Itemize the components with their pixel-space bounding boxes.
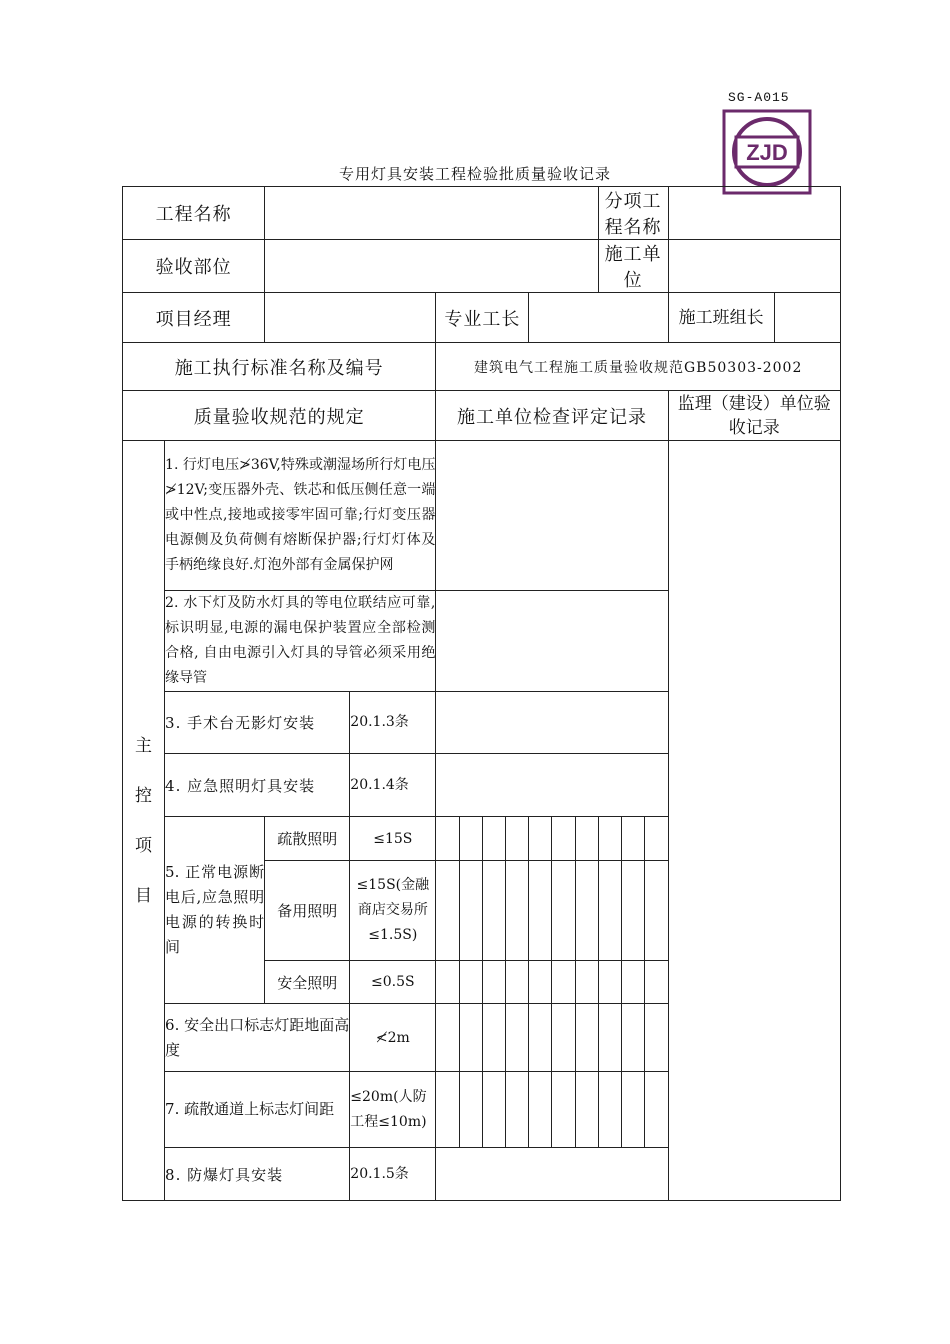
col-spec-header: 质量验收规范的规定 bbox=[123, 391, 436, 441]
check-cell[interactable] bbox=[621, 961, 644, 1004]
check-cell[interactable] bbox=[506, 817, 529, 861]
item-3-clause: 20.1.3条 bbox=[350, 692, 436, 754]
check-cell[interactable] bbox=[598, 1004, 621, 1072]
check-cell[interactable] bbox=[529, 961, 552, 1004]
check-cell[interactable] bbox=[529, 1004, 552, 1072]
col-supervision-header: 监理（建设）单位验收记录 bbox=[668, 391, 840, 441]
item-6-limit: ≮2m bbox=[350, 1004, 436, 1072]
team-leader-label: 施工班组长 bbox=[668, 293, 774, 343]
check-cell[interactable] bbox=[598, 861, 621, 961]
sub-project-field[interactable] bbox=[668, 187, 840, 240]
item-7-limit: ≤20m(人防工程≤10m) bbox=[350, 1072, 436, 1148]
construction-unit-field[interactable] bbox=[668, 240, 840, 293]
check-cell[interactable] bbox=[506, 861, 529, 961]
check-cell[interactable] bbox=[598, 961, 621, 1004]
check-cell[interactable] bbox=[644, 861, 668, 961]
item-5-sub-3-limit: ≤0.5S bbox=[350, 961, 436, 1004]
check-cell[interactable] bbox=[598, 817, 621, 861]
item-2-spec: 2. 水下灯及防水灯具的等电位联结应可靠,标识明显,电源的漏电保护装置应全部检测合格, 自由电源引入灯具的导管必须采用绝缘导管 bbox=[165, 591, 436, 692]
check-cell[interactable] bbox=[644, 961, 668, 1004]
check-cell[interactable] bbox=[575, 1072, 598, 1148]
item-5-sub-1-limit: ≤15S bbox=[350, 817, 436, 861]
item-3-check[interactable] bbox=[436, 692, 668, 754]
check-cell[interactable] bbox=[598, 1072, 621, 1148]
item-8-spec: 8. 防爆灯具安装 bbox=[165, 1148, 350, 1201]
check-cell[interactable] bbox=[529, 817, 552, 861]
check-cell[interactable] bbox=[483, 861, 506, 961]
standard-value: 建筑电气工程施工质量验收规范GB50303-2002 bbox=[436, 343, 841, 391]
check-cell[interactable] bbox=[621, 1004, 644, 1072]
construction-unit-label: 施工单位 bbox=[598, 240, 668, 293]
check-cell[interactable] bbox=[436, 961, 460, 1004]
item-5-sub-2-limit: ≤15S(金融商店交易所≤1.5S) bbox=[350, 861, 436, 961]
project-manager-label: 项目经理 bbox=[123, 293, 265, 343]
acceptance-part-label: 验收部位 bbox=[123, 240, 265, 293]
check-cell[interactable] bbox=[552, 861, 575, 961]
foreman-field[interactable] bbox=[529, 293, 668, 343]
check-cell[interactable] bbox=[436, 861, 460, 961]
check-cell[interactable] bbox=[575, 961, 598, 1004]
check-cell[interactable] bbox=[483, 817, 506, 861]
item-8-check[interactable] bbox=[436, 1148, 668, 1201]
form-code: SG-A015 bbox=[728, 90, 790, 105]
item-3-spec: 3. 手术台无影灯安装 bbox=[165, 692, 350, 754]
check-cell[interactable] bbox=[552, 1072, 575, 1148]
sub-project-label: 分项工程名称 bbox=[598, 187, 668, 240]
acceptance-form-table bbox=[122, 186, 841, 1201]
check-cell[interactable] bbox=[506, 1072, 529, 1148]
check-cell[interactable] bbox=[621, 861, 644, 961]
check-cell[interactable] bbox=[552, 961, 575, 1004]
project-name-label: 工程名称 bbox=[123, 187, 265, 240]
check-cell[interactable] bbox=[460, 1004, 483, 1072]
standard-label: 施工执行标准名称及编号 bbox=[123, 343, 436, 391]
item-5-sub-3-name: 安全照明 bbox=[265, 961, 350, 1004]
col-check-header: 施工单位检查评定记录 bbox=[436, 391, 668, 441]
item-4-check[interactable] bbox=[436, 754, 668, 817]
check-cell[interactable] bbox=[644, 1072, 668, 1148]
check-cell[interactable] bbox=[460, 961, 483, 1004]
item-1-spec: 1. 行灯电压≯36V,特殊或潮湿场所行灯电压≯12V;变压器外壳、铁芯和低压侧任意一端或中性点,接地或接零牢固可靠;行灯变压器电源侧及负荷侧有熔断保护器;行灯灯体及手柄绝缘良好.灯泡外部有金属保护网 bbox=[165, 441, 436, 591]
item-6-spec: 6. 安全出口标志灯距地面高度 bbox=[165, 1004, 350, 1072]
check-cell[interactable] bbox=[460, 817, 483, 861]
check-cell[interactable] bbox=[644, 1004, 668, 1072]
check-cell[interactable] bbox=[483, 961, 506, 1004]
item-7-spec: 7. 疏散通道上标志灯间距 bbox=[165, 1072, 350, 1148]
item-5-sub-1-name: 疏散照明 bbox=[265, 817, 350, 861]
document-title: 专用灯具安装工程检验批质量验收记录 bbox=[338, 165, 611, 183]
supervision-record[interactable] bbox=[668, 441, 840, 1201]
check-cell[interactable] bbox=[552, 817, 575, 861]
item-2-check[interactable] bbox=[436, 591, 668, 692]
check-cell[interactable] bbox=[436, 1004, 460, 1072]
acceptance-part-field[interactable] bbox=[265, 240, 598, 293]
check-cell[interactable] bbox=[460, 861, 483, 961]
check-cell[interactable] bbox=[436, 1072, 460, 1148]
check-cell[interactable] bbox=[483, 1072, 506, 1148]
item-4-spec: 4. 应急照明灯具安装 bbox=[165, 754, 350, 817]
project-name-field[interactable] bbox=[265, 187, 598, 240]
foreman-label: 专业工长 bbox=[436, 293, 529, 343]
check-cell[interactable] bbox=[483, 1004, 506, 1072]
item-1-check[interactable] bbox=[436, 441, 668, 591]
item-5-spec: 5. 正常电源断电后,应急照明电源的转换时间 bbox=[165, 817, 265, 1004]
check-cell[interactable] bbox=[506, 961, 529, 1004]
check-cell[interactable] bbox=[621, 1072, 644, 1148]
check-cell[interactable] bbox=[460, 1072, 483, 1148]
check-cell[interactable] bbox=[621, 817, 644, 861]
item-8-clause: 20.1.5条 bbox=[350, 1148, 436, 1201]
check-cell[interactable] bbox=[436, 817, 460, 861]
item-4-clause: 20.1.4条 bbox=[350, 754, 436, 817]
check-cell[interactable] bbox=[575, 817, 598, 861]
logo-text: ZJD bbox=[746, 140, 788, 165]
check-cell[interactable] bbox=[552, 1004, 575, 1072]
item-5-sub-2-name: 备用照明 bbox=[265, 861, 350, 961]
check-cell[interactable] bbox=[644, 817, 668, 861]
team-leader-field[interactable] bbox=[774, 293, 840, 343]
check-cell[interactable] bbox=[529, 861, 552, 961]
check-cell[interactable] bbox=[575, 1004, 598, 1072]
check-cell[interactable] bbox=[506, 1004, 529, 1072]
main-control-label: 主 控 项 目 bbox=[123, 441, 165, 1201]
project-manager-field[interactable] bbox=[265, 293, 436, 343]
check-cell[interactable] bbox=[529, 1072, 552, 1148]
check-cell[interactable] bbox=[575, 861, 598, 961]
